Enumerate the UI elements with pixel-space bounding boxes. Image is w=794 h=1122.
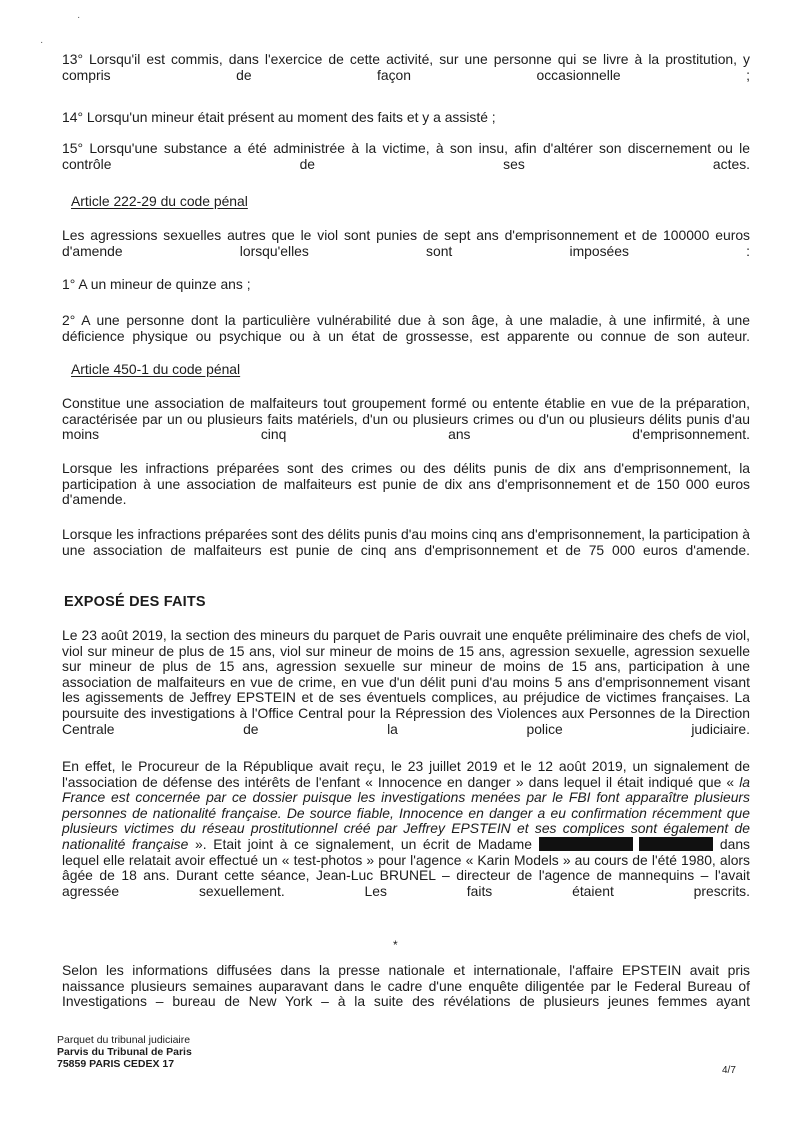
- article-222-29-title: Article 222-29 du code pénal: [71, 193, 248, 209]
- page-number: 4/7: [722, 1065, 736, 1076]
- section-separator: *: [393, 938, 398, 952]
- facts-para-2-text: ». Etait joint à ce signalement, un écrit de Madame: [188, 835, 532, 852]
- redacted-name-block: [539, 837, 633, 851]
- redacted-name-block: [639, 837, 713, 851]
- scan-mark: ·: [40, 37, 44, 48]
- article-450-1-para-1: Constitue une association de malfaiteurs tout groupement formé ou entente établie en vue de la préparation, caractérisée par un ou plusieurs faits matériels, d'un ou plusieurs crimes ou d'un ou plusieurs délits punis d'au moins cinq ans d'emprisonnement.: [62, 395, 750, 443]
- article-450-1-title: Article 450-1 du code pénal: [71, 361, 241, 377]
- article-222-29-item-2: 2° A une personne dont la particulière vulnérabilité due à son âge, à une maladie, à une infirmité, à une déficience physique ou psychique ou à un état de grossesse, est apparente ou connue de son auteur.: [62, 312, 750, 344]
- article-222-29-item-1: 1° A un mineur de quinze ans ;: [62, 276, 251, 292]
- scan-mark: ·: [77, 12, 81, 23]
- facts-para-2-quote: la France est concernée par ce dossier puisque les investigations menées par le FBI font apparaître plusieurs personnes de nationalité française. De source fiable, Innocence en danger a eu confirmation récemment que plusieurs victimes du réseau prostitutionnel créé par Jeffrey EPSTEIN et ses complices sont également de nationalité française: [62, 773, 750, 852]
- item-13: 13° Lorsqu'il est commis, dans l'exercice de cette activité, sur une personne qui se livre à la prostitution, y compris de façon occasionnelle ;: [62, 51, 750, 83]
- facts-para-2-text: En effet, le Procureur de la République avait reçu, le 23 juillet 2019 et le 12 août 2019, un signalement de l'association de défense des intérêts de l'enfant « Innocence en danger » dans lequel il était indiqué que «: [62, 758, 750, 790]
- footer-line: 75859 PARIS CEDEX 17: [57, 1058, 175, 1070]
- item-15: 15° Lorsqu'une substance a été administrée à la victime, à son insu, afin d'altérer son discernement ou le contrôle de ses actes.: [62, 140, 750, 172]
- facts-para-1: Le 23 août 2019, la section des mineurs du parquet de Paris ouvrait une enquête préliminaire des chefs de viol, viol sur mineur de plus de 15 ans, viol sur mineur de moins de 15 ans, agression sexuelle, agression sexuelle sur mineur de plus de 15 ans, agression sexuelle sur mineur de moins de 15 ans, participation à une association de malfaiteurs en vue de crime, en vue d'un délit puni d'au moins 5 ans d'emprisonnement visant les agissements de Jeffrey EPSTEIN et de ses éventuels complices, au préjudice de victimes françaises. La poursuite des investigations à l'Office Central pour la Répression des Violences aux Personnes de la Direction Centrale de la police judiciaire.: [62, 627, 750, 737]
- facts-para-2-text: dans lequel elle relatait avoir effectué un « test-photos » pour l'agence « Karin Models » au cours de l'été 1980, alors âgée de 18 ans. Durant cette séance, Jean-Luc BRUNEL – directeur de l'agence de mannequins – l'avait agressée sexuellement. Les faits étaient prescrits.: [62, 835, 750, 899]
- article-222-29-intro: Les agressions sexuelles autres que le viol sont punies de sept ans d'emprisonnement et de 100000 euros d'amende lorsqu'elles sont imposées :: [62, 227, 750, 259]
- facts-para-3: Selon les informations diffusées dans la presse nationale et internationale, l'affaire EPSTEIN avait pris naissance plusieurs semaines auparavant dans le cadre d'une enquête diligentée par le Federal Bureau of Investigations – bureau de New York – à la suite des révélations de plusieurs jeunes femmes ayant: [62, 962, 750, 1010]
- footer-line: Parquet du tribunal judiciaire: [57, 1034, 191, 1046]
- footer-address: [57, 1034, 192, 1070]
- facts-para-2: [62, 759, 750, 915]
- article-450-1-para-3: Lorsque les infractions préparées sont des délits punis d'au moins cinq ans d'emprisonnement, la participation à une association de malfaiteurs est punie de cinq ans d'emprisonnement et de 75 000 euros d'amende.: [62, 526, 750, 558]
- item-14: 14° Lorsqu'un mineur était présent au moment des faits et y a assisté ;: [62, 109, 496, 125]
- footer-line: Parvis du Tribunal de Paris: [57, 1046, 192, 1058]
- section-heading-facts: EXPOSÉ DES FAITS: [64, 594, 206, 610]
- article-450-1-para-2: Lorsque les infractions préparées sont des crimes ou des délits punis de dix ans d'emprisonnement, la participation à une association de malfaiteurs est punie de dix ans d'emprisonnement et de 150 000 euros d'amende.: [62, 460, 750, 508]
